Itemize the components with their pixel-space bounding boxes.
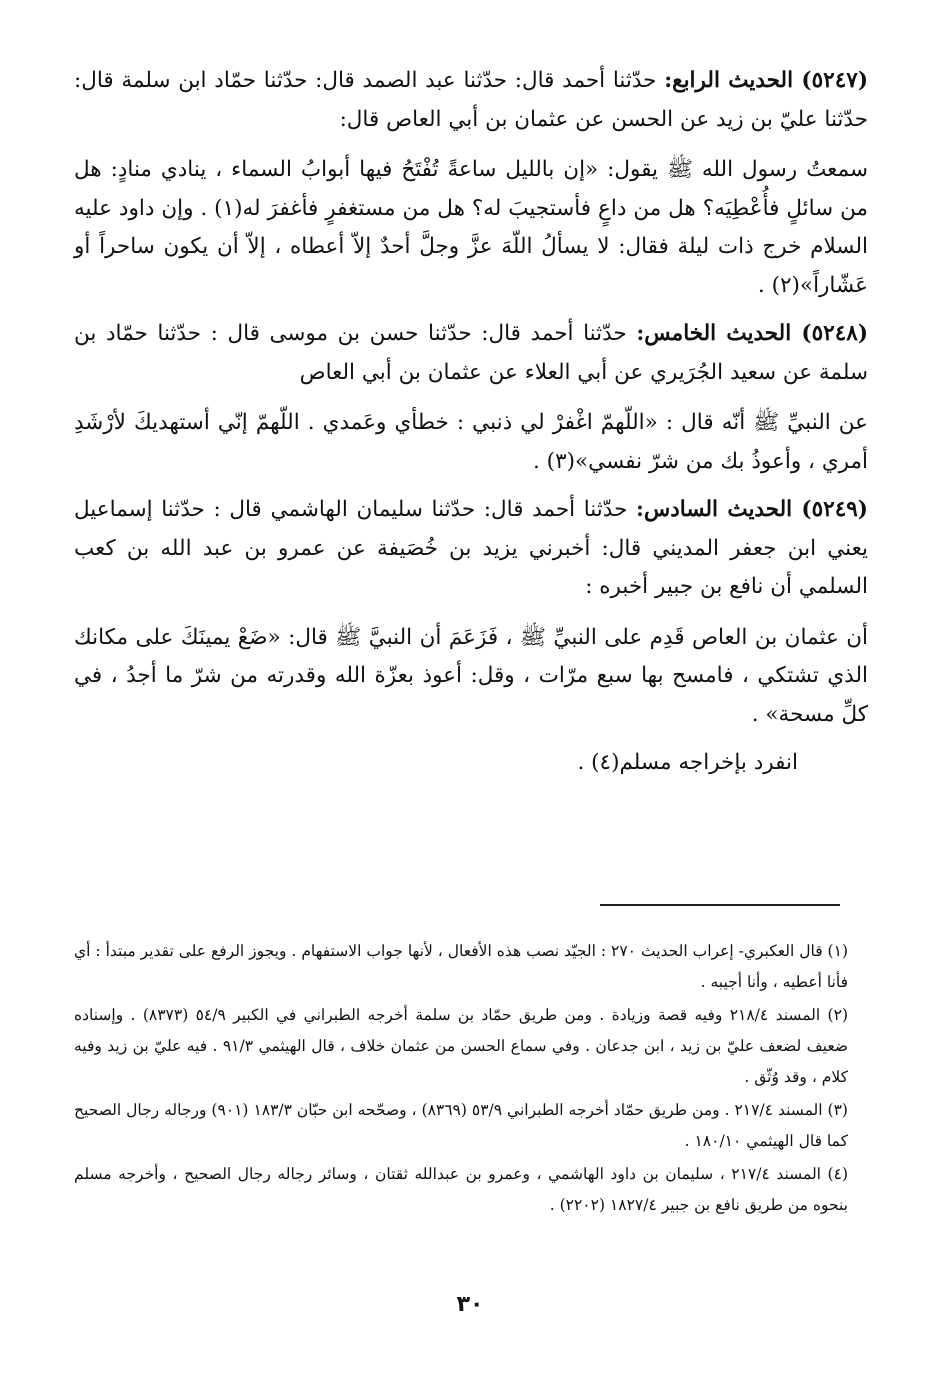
hadith-5249-isnad bbox=[74, 491, 868, 607]
footnote-2: (٢) المسند ٢١٨/٤ وفيه قصة وزيادة . ومن طريق حمّاد بن سلمة أخرجه الطبراني في الكبير ٥٤/٩ (٨٣٧٣) . وإسناده ضعيف لضعف عليّ بن زيد ، ابن جدعان . وفي سماع الحسن من عثمان خلاف ، قال الهيثمي ٩١/٣ . فيه عليّ بن زيد وفيه كلام ، وقد وُثّق . bbox=[74, 1006, 848, 1086]
hadith-5249-matn: أن عثمان بن العاص قَدِم على النبيِّ ﷺ ، فَزَعَمَ أن النبيَّ ﷺ قال: «ضَعْ يمينَكَ على مكانك الذي تشتكي ، فامسح بها سبع مرّات ، وقل: أعوذ بعزّة الله وقدرته من شرّ ما أجدُ ، في كلِّ مسحة» . bbox=[74, 624, 868, 727]
hadith-5248-isnad bbox=[74, 315, 868, 392]
footnote-4: (٤) المسند ٢١٧/٤ ، سليمان بن داود الهاشمي ، وعمرو بن عبدالله ثقتان ، وسائر رجاله رجال الصحيح ، وأخرجه مسلم بنحوه من طريق نافع بن جبير ١٨٢٧/٤ (٢٢٠٢) . bbox=[74, 1165, 848, 1214]
hadith-5249-note: انفرد بإخراجه مسلم(٤) . bbox=[577, 750, 798, 775]
hadith-heading: (٥٢٤٧) الحديث الرابع: bbox=[664, 68, 868, 93]
hadith-heading: (٥٢٤٩) الحديث السادس: bbox=[636, 497, 868, 522]
page-number: ٣٠ bbox=[456, 1292, 484, 1317]
isnad-text: حدّثنا أحمد قال: حدّثنا حسن بن موسى قال : حدّثنا حمّاد بن سلمة عن سعيد الجُرَيري عن أبي العلاء عن عثمان بن أبي العاص bbox=[74, 321, 868, 385]
footnote-1: (١) قال العكبري- إعراب الحديث ٢٧٠ : الجيّد نصب هذه الأفعال ، لأنها جواب الاستفهام . ويجوز الرفع على تقدير مبتدأ : أي فأنا أعطيه ، وأنا أجيبه . bbox=[74, 942, 848, 991]
footnote-3: (٣) المسند ٢١٧/٤ . ومن طريق حمّاد أخرجه الطبراني ٥٣/٩ (٨٣٦٩) ، وصحّحه ابن حبّان ١٨٣/٣ (٩٠١) ورجاله رجال الصحيح كما قال الهيثمي ١٨٠/١٠ . bbox=[74, 1101, 848, 1150]
hadith-heading: (٥٢٤٨) الحديث الخامس: bbox=[636, 321, 868, 346]
hadith-5247-isnad bbox=[74, 62, 868, 139]
isnad-text: حدّثنا أحمد قال: حدّثنا عبد الصمد قال: حدّثنا حمّاد ابن سلمة قال: حدّثنا عليّ بن زيد عن الحسن عن عثمان بن أبي العاص قال: bbox=[74, 68, 868, 132]
hadith-5247-matn: سمعتُ رسول الله ﷺ يقول: «إن بالليل ساعةً تُفْتَحُ فيها أبوابُ السماء ، ينادي منادٍ: هل من سائلٍ فأُعْطِيَه؟ هل من داعٍ فأستجيبَ له؟ هل من مستغفرٍ فأغفرَ له(١) . وإن داود عليه السلام خرج ذات ليلة فقال: لا يسألُ اللّهَ عزَّ وجلَّ أحدٌ إلاّ أعطاه ، إلاّ أن يكون ساحراً أو عَشّاراً»(٢) . bbox=[74, 157, 868, 298]
isnad-text: حدّثنا أحمد قال: حدّثنا سليمان الهاشمي قال : حدّثنا إسماعيل يعني ابن جعفر المديني قال: أخبرني يزيد بن خُصَيفة عن عمرو بن عبد الله بن كعب السلمي أن نافع بن جبير أخبره : bbox=[74, 497, 868, 599]
footnotes bbox=[74, 936, 848, 1223]
footnote-separator bbox=[600, 904, 840, 906]
hadith-5248-matn: عن النبيِّ ﷺ أنّه قال : «اللّهمّ اغْفرْ لي ذنبي : خطأي وعَمدي . اللّهمّ إنّي أستهديكَ لأرْشَدِ أمري ، وأعوذُ بك من شرّ نفسي»(٣) . bbox=[74, 410, 868, 474]
main-text bbox=[74, 62, 868, 795]
